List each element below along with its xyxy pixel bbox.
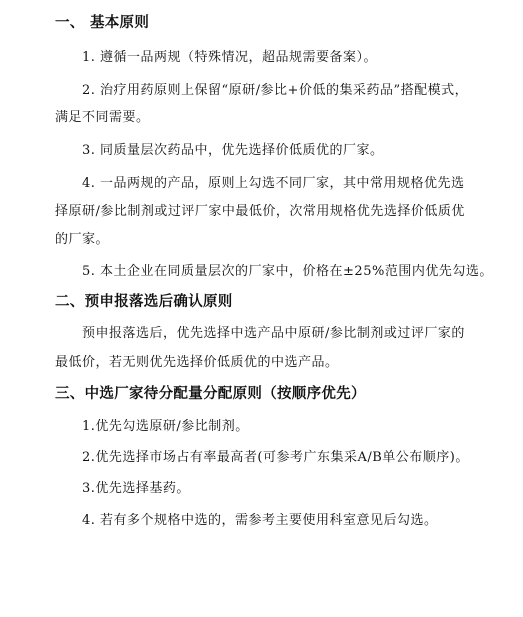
paragraph-line: 预申报落选后，优先选择中选产品中原研/参比制剂或过评厂家的 (82, 326, 465, 341)
paragraph-line: 2.优先选择市场占有率最高者(可参考广东集采A/B单公布顺序)。 (82, 450, 469, 465)
paragraph-line: 1.优先勾选原研/参比制剂。 (82, 419, 249, 434)
paragraph-line: 满足不同需要。 (55, 110, 150, 125)
paragraph-line: 3. 同质量层次药品中，优先选择价低质优的厂家。 (82, 143, 384, 158)
paragraph-line: 3.优先选择基药。 (82, 481, 190, 496)
paragraph-line: 最低价，若无则优先选择价低质优的中选产品。 (55, 355, 339, 370)
paragraph-line: 5. 本土企业在同质量层次的厂家中，价格在±25%范围内优先勾选。 (82, 264, 493, 279)
paragraph-line: 4. 一品两规的产品，原则上勾选不同厂家，其中常用规格优先选 (82, 176, 465, 191)
section-heading-basic-principles: 一、 基本原则 (55, 15, 150, 31)
section-heading-allocation: 三、中选厂家待分配量分配原则（按顺序优先） (55, 386, 366, 402)
section-heading-post-rejection: 二、预申报落选后确认原则 (55, 294, 233, 310)
paragraph-line: 1. 遵循一品两规（特殊情况，超品规需要备案）。 (82, 50, 378, 65)
paragraph-line: 的厂家。 (55, 232, 110, 247)
paragraph-line: 择原研/参比制剂或过评厂家中最低价，次常用规格优先选择价低质优 (55, 204, 465, 219)
paragraph-line: 2. 治疗用药原则上保留“原研/参比+价低的集采药品”搭配模式， (82, 83, 469, 98)
paragraph-line: 4. 若有多个规格中选的，需参考主要使用科室意见后勾选。 (82, 513, 438, 528)
